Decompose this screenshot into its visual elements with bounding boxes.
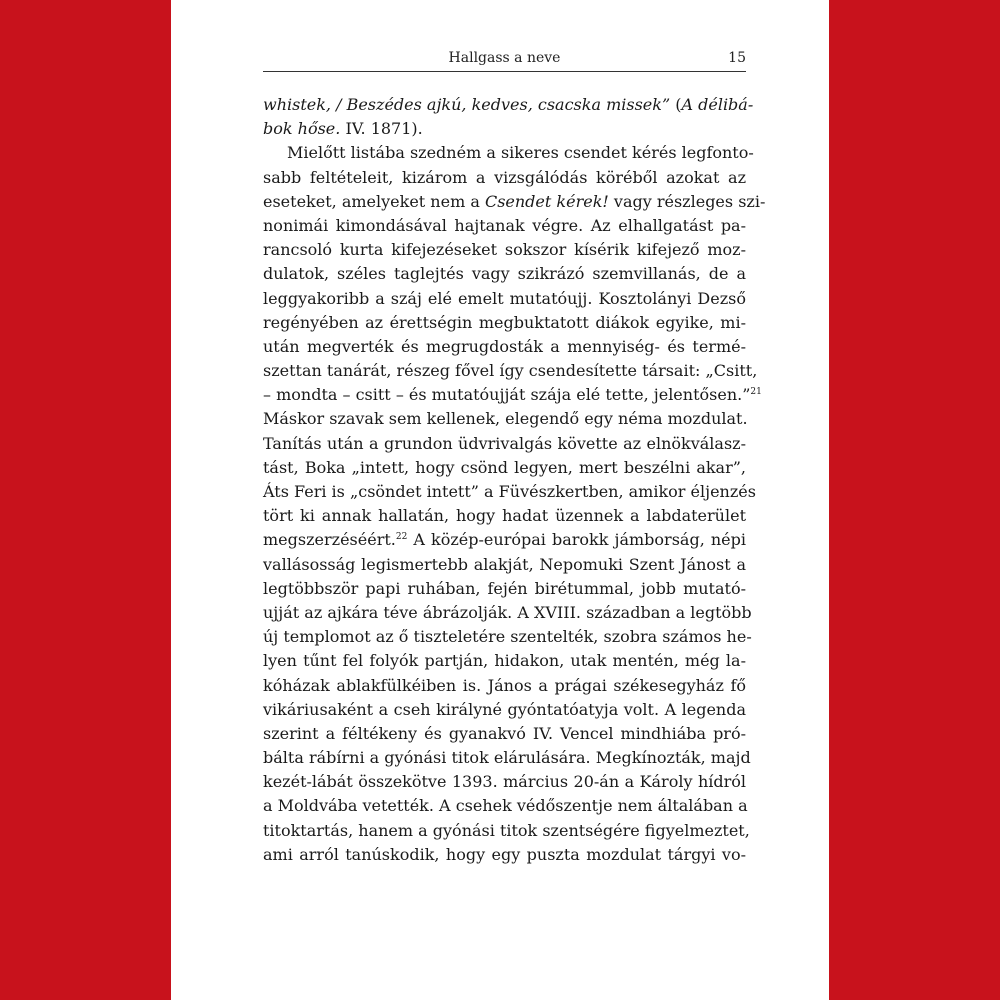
text-run: Tanítás után a grundon üdvrivalgás követte az elnökválasz- [263, 433, 746, 453]
text-run: szerint a féltékeny és gyanakvó IV. Vencel mindhiába pró- [263, 723, 746, 743]
text-run: whistek, / Beszédes ajkú, kedves, csacska missek” [263, 95, 671, 114]
text-line [263, 456, 746, 480]
text-line [263, 746, 751, 770]
text-line [263, 117, 746, 141]
text-line [263, 722, 746, 746]
text-line [263, 649, 746, 673]
text-line [263, 262, 746, 286]
text-run: a Moldvába vetették. A csehek védőszentje nem általában a [263, 796, 748, 816]
header-rule [263, 71, 746, 72]
text-line [263, 383, 762, 407]
text-line [263, 770, 746, 794]
text-run: után megverték és megrugdosták a mennyiség- és termé- [263, 336, 746, 356]
text-line [263, 432, 746, 456]
text-run: kóházak ablakfülkéiben is. János a prágai székesegyház fő [263, 675, 746, 695]
text-line [263, 480, 756, 504]
text-run: legtöbbször papi ruhában, fején birétummal, jobb mutató- [263, 578, 746, 598]
text-line [263, 166, 746, 190]
text-run: vikáriusaként a cseh királyné gyóntatóatyja volt. A legenda [263, 699, 746, 719]
text-run: eseteket, amelyeket nem a [263, 191, 485, 211]
text-run: sabb feltételeit, kizárom a vizsgálódás köréből azokat az [263, 167, 746, 187]
text-line [263, 528, 746, 552]
text-line [263, 190, 766, 214]
text-run: Máskor szavak sem kellenek, elegendő egy néma mozdulat. [263, 409, 748, 429]
text-line [263, 335, 746, 359]
text-line [263, 141, 754, 165]
text-run: bálta rábírni a gyónási titok elárulására. Megkínozták, majd [263, 748, 751, 768]
body-text [263, 93, 766, 867]
book-page [171, 0, 829, 1000]
text-line [263, 287, 746, 311]
text-run: nonimái kimondásával hajtanak végre. Az elhallgatást pa- [263, 215, 746, 235]
page-number: 15 [728, 50, 746, 66]
text-run: leggyakoribb a száj elé emelt mutatóujj. Kosztolányi Dezső [263, 288, 746, 308]
text-run: ujját az ajkára téve ábrázolják. A XVIII. században a legtöbb [263, 602, 752, 622]
text-line [263, 625, 752, 649]
text-run: regényében az érettségin megbuktatott diákok egyike, mi- [263, 312, 746, 332]
text-run: új templomot az ő tiszteletére szentelték, szobra számos he- [263, 627, 752, 647]
text-line [263, 214, 746, 238]
text-run: tört ki annak hallatán, hogy hadat üzennek a labdaterület [263, 506, 746, 526]
text-run: bok hőse. [263, 119, 341, 139]
text-run: kezét-lábát összekötve 1393. március 20-án a Károly hídról [263, 772, 746, 792]
text-run: dulatok, széles taglejtés vagy szikrázó szemvillanás, de a [263, 264, 746, 284]
text-run: A közép-európai barokk jámborság, népi [407, 530, 746, 550]
text-run: tást, Boka „intett, hogy csönd legyen, mert beszélni akar”, [263, 457, 746, 477]
running-header [263, 50, 746, 70]
text-line [263, 553, 746, 577]
text-line [263, 359, 758, 383]
text-line [263, 504, 746, 528]
text-line [263, 238, 746, 262]
text-line [263, 93, 754, 117]
text-line [263, 674, 746, 698]
text-run: – mondta – csitt – és mutatóujját szája elé tette, jelentősen.” [263, 385, 751, 405]
text-run: ami arról tanúskodik, hogy egy puszta mozdulat tárgyi vo- [263, 844, 746, 864]
text-line [263, 698, 746, 722]
text-line [263, 601, 752, 625]
text-run: vallásosság legismertebb alakját, Nepomuki Szent Jánost a [263, 554, 746, 574]
text-run: szettan tanárát, részeg fővel így csendesítette társait: „Csitt, [263, 361, 758, 381]
running-title: Hallgass a neve [448, 50, 561, 66]
footnote-ref: 21 [750, 387, 762, 398]
text-run: Csendet kérek! [484, 191, 609, 211]
text-run: A délibá- [681, 95, 754, 114]
text-run: rancsoló kurta kifejezéseket sokszor kísérik kifejező moz- [263, 240, 746, 260]
text-line [263, 311, 746, 335]
text-run: ( [670, 95, 682, 114]
text-run: titoktartás, hanem a gyónási titok szentségére figyelmeztet, [263, 820, 750, 840]
text-run: IV. 1871). [340, 119, 423, 139]
text-run: lyen tűnt fel folyók partján, hidakon, utak mentén, még la- [263, 651, 746, 671]
text-run: vagy részleges szi- [608, 191, 766, 211]
text-run: Áts Feri is „csöndet intett” a Füvészkertben, amikor éljenzés [263, 482, 756, 501]
footnote-ref: 22 [395, 532, 408, 543]
text-line [263, 843, 746, 867]
text-run: Mielőtt listába szedném a sikeres csendet kérés legfonto- [287, 143, 754, 163]
text-run: megszerzéséért. [263, 530, 396, 550]
text-line [263, 819, 750, 843]
text-line [263, 407, 746, 431]
text-line [263, 794, 746, 818]
text-line [263, 577, 746, 601]
